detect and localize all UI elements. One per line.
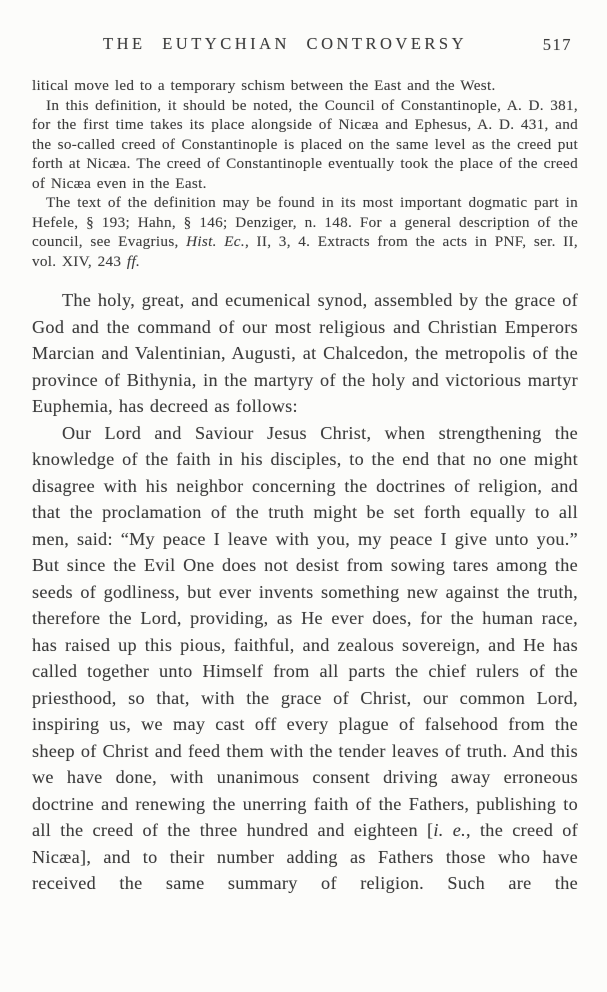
- note-paragraph-sources: [32, 193, 578, 271]
- body-section: [32, 287, 578, 897]
- body-paragraph-synod-preamble: The holy, great, and ecumenical synod, assembled by the grace of God and the command of our most religious and Christian Emperors Marcian and Valentinian, Augusti, at Chalcedon, the metropolis of the province of Bithynia, in the martyry of the holy and victorious martyr Euphemia, has decreed as follows:: [32, 290, 578, 416]
- note-paragraph-definition: In this definition, it should be noted, the Council of Constantinople, A. D. 381, for the first time takes its place alongside of Nicæa and Ephesus, A. D. 431, and the so-called creed of Constantinople is placed on the same level as the creed put forth at Nicæa. The creed of Constantinople eventually took the place of the creed of Nicæa even in the East.: [32, 96, 578, 192]
- page-header: [32, 34, 578, 58]
- running-title: THE EUTYCHIAN CONTROVERSY: [103, 34, 467, 53]
- note-paragraph-continuation: litical move led to a temporary schism between the East and the West.: [32, 77, 496, 94]
- page-number: 517: [542, 35, 572, 54]
- note-sources-text-1: The text of the definition may be found in its most important dogmatic part in Hefele, § 193; Hahn, § 146; Denziger, n. 148. For a general description of the council, see Evagrius,: [32, 194, 578, 250]
- note-citation-hist-ec: Hist. Ec.: [186, 233, 245, 250]
- decree-text-2: , the creed of Nicæa], and to their number adding as Fathers those who have received the same summary of religion. Such are the: [32, 820, 578, 893]
- note-ff-abbreviation: ff.: [126, 252, 141, 270]
- note-sources-text-2: , II, 3, 4. Extracts from the acts in PNF, ser. II, vol. XIV, 243: [32, 233, 578, 270]
- decree-ie-abbreviation: i. e.: [433, 820, 466, 840]
- decree-text-1: Our Lord and Saviour Jesus Christ, when strengthening the knowledge of the faith in his disciples, to the end that no one might disagree with his neighbor concerning the doctrines of religion, and that the proclamation of the truth might be set forth equally to all men, said: “My peace I leave with you, my peace I give unto you.” But since the Evil One does not desist from sowing tares among the seeds of godliness, but ever invents something new against the truth, therefore the Lord, providing, as He ever does, for the human race, has raised up this pious, faithful, and zealous sovereign, and He has called together unto Himself from all parts the chief rulers of the priesthood, so that, with the grace of Christ, our common Lord, inspiring us, we may cast off every plague of falsehood from the sheep of Christ and feed them with the tender leaves of truth. And this we have done, with unanimous consent driving away erroneous doctrine and renewing the unerring faith of the Fathers, publishing to all the creed of the three hundred and eighteen [: [32, 422, 578, 840]
- body-paragraph-decree: [32, 420, 578, 897]
- notes-section: [32, 76, 578, 271]
